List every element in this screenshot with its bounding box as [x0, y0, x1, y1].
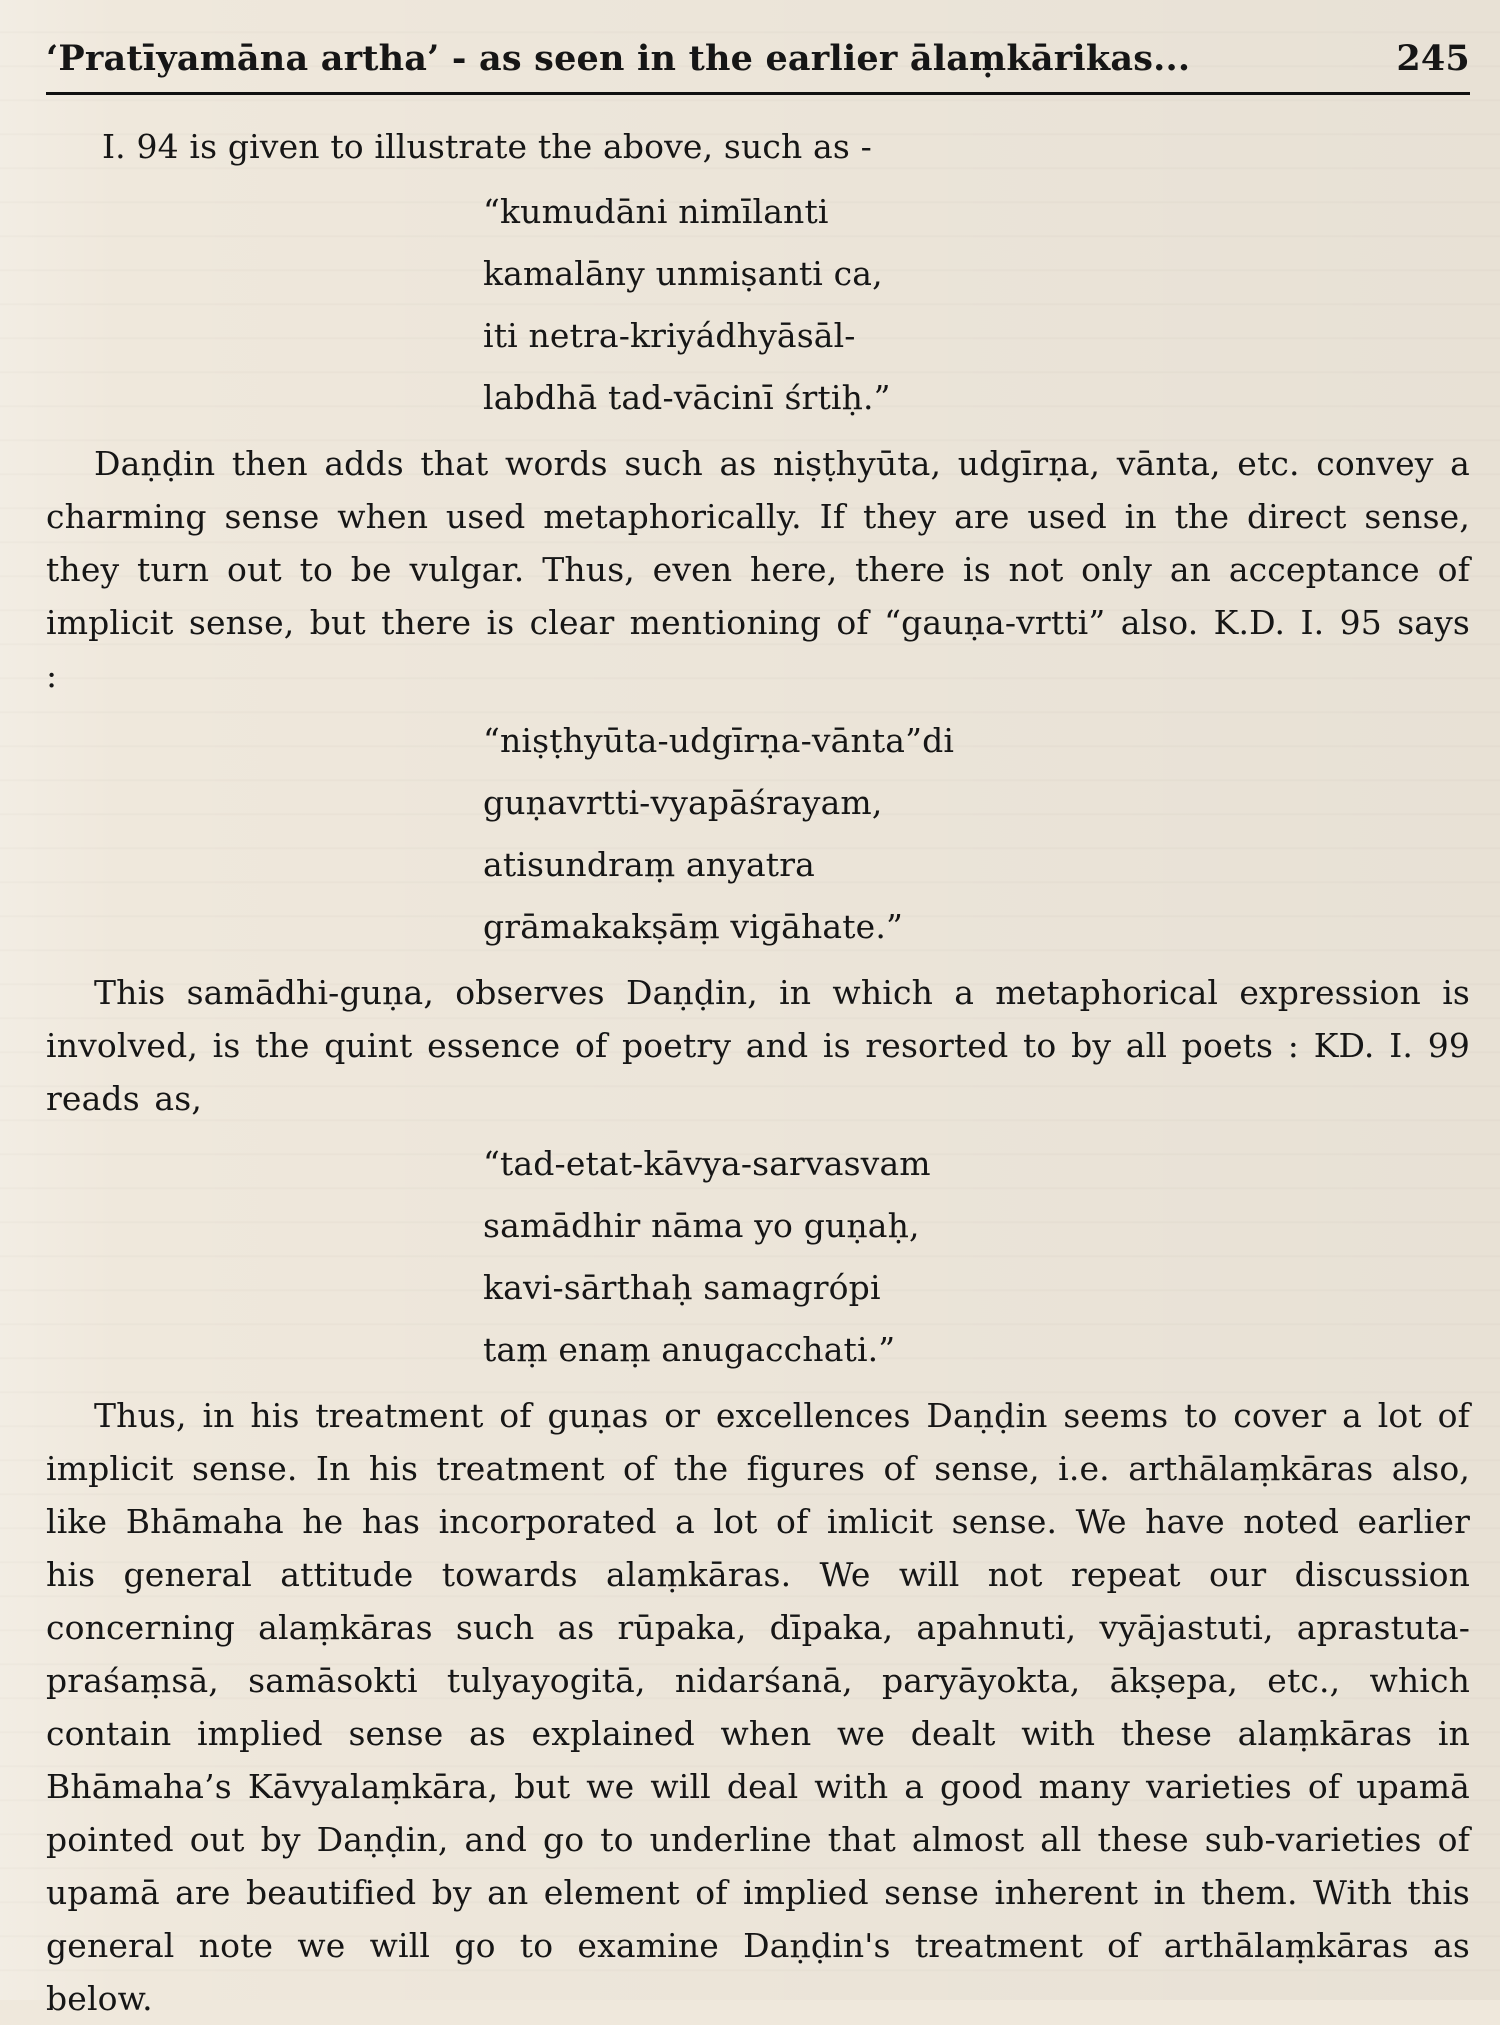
body-paragraph-3: Thus, in his treatment of guṇas or excellences Daṇḍin seems to cover a lot of implicit sense. In his treatment of the figures of sense, i.e. arthālaṃkāras also, like Bhāmaha he has incorporated a lot of imlicit sense. We have noted earlier his general attitude towards alaṃkāras. We will not repeat our discussion concerning alaṃkāras such as rūpaka, dīpaka, apahnuti, vyājastuti, aprastuta-praśaṃsā, samāsokti tulyayogitā, nidarśanā, paryāyokta, ākṣepa, etc., which contain implied sense as explained when we dealt with these alaṃkāras in Bhāmaha’s Kāvyalaṃkāra, but we will deal with a good many varieties of upamā pointed out by Daṇḍin, and go to underline that almost all these sub-varieties of upamā are beautified by an element of implied sense inherent in them. With this general note we will go to examine Daṇḍin's treatment of arthālaṃkāras as below. — [46, 1396, 1470, 2018]
intro-paragraph: I. 94 is given to illustrate the above, such as - — [102, 127, 872, 166]
verse-line: taṃ enaṃ anugacchati.” — [483, 1330, 896, 1369]
verse-line: atisundraṃ anyatra — [483, 845, 815, 884]
verse-block-2 — [483, 710, 1470, 958]
verse-line: “niṣṭhyūta-udgīrṇa-vānta”di — [483, 721, 955, 760]
page-number: 245 — [1396, 38, 1470, 79]
verse-block-1 — [483, 181, 1470, 429]
verse-line: guṇavrtti-vyapāśrayam, — [483, 783, 883, 822]
page-header — [46, 38, 1470, 95]
verse-line: “kumudāni nimīlanti — [483, 192, 829, 231]
running-head: ‘Pratīyamāna artha’ - as seen in the earlier ālaṃkārikas... — [46, 38, 1191, 79]
verse-line: samādhir nāma yo guṇaḥ, — [483, 1206, 920, 1245]
verse-line: labdhā tad-vācinī śrtiḥ.” — [483, 378, 891, 417]
body-paragraph-1: Daṇḍin then adds that words such as niṣṭhyūta, udgīrṇa, vānta, etc. convey a charming sense when used metaphorically. If they are used in the direct sense, they turn out to be vulgar. Thus, even here, there is not only an acceptance of implicit sense, but there is clear mentioning of “gauṇa-vrtti” also. K.D. I. 95 says : — [46, 444, 1470, 695]
page-body — [46, 120, 1470, 2025]
verse-line: “tad-etat-kāvya-sarvasvam — [483, 1144, 931, 1183]
verse-line: iti netra-kriyádhyāsāl- — [483, 316, 856, 355]
verse-line: kamalāny unmiṣanti ca, — [483, 254, 883, 293]
verse-line: kavi-sārthaḥ samagrópi — [483, 1268, 881, 1307]
verse-line: grāmakakṣāṃ vigāhate.” — [483, 907, 903, 946]
body-paragraph-2: This samādhi-guṇa, observes Daṇḍin, in which a metaphorical expression is involved, is the quint essence of poetry and is resorted to by all poets : KD. I. 99 reads as, — [46, 973, 1470, 1118]
verse-block-3 — [483, 1133, 1470, 1381]
